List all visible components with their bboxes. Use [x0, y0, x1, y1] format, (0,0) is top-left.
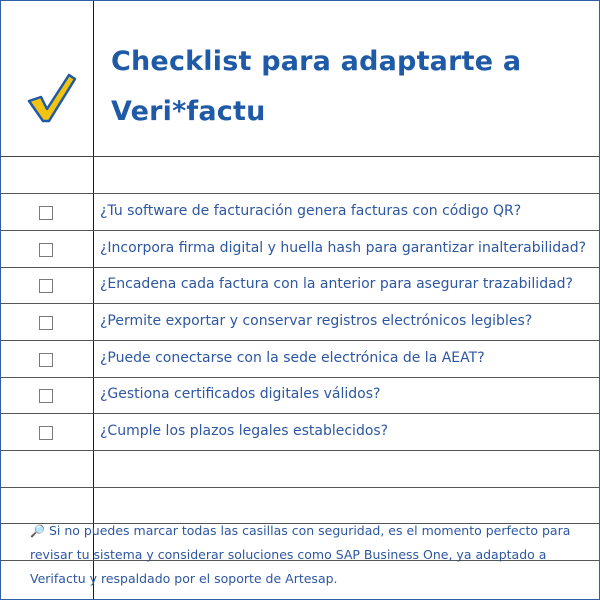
checkbox[interactable]: [39, 206, 53, 220]
checklist-item: [1, 413, 599, 451]
checklist-item-label: ¿Permite exportar y conservar registros electrónicos legibles?: [100, 313, 533, 329]
checklist-item-label: ¿Incorpora firma digital y huella hash para garantizar inalterabilidad?: [100, 240, 587, 256]
checkmark-icon: [25, 71, 77, 123]
footer-note: [30, 519, 580, 591]
checklist-item-label: ¿Puede conectarse con la sede electrónica de la AEAT?: [100, 350, 485, 366]
checklist-item-label: ¿Tu software de facturación genera facturas con código QR?: [100, 203, 522, 219]
footer-note-text: Si no puedes marcar todas las casillas con seguridad, es el momento perfecto para revisar tu sistema y considerar soluciones como SAP Business One, ya adaptado a Verifactu y respaldado por el soporte de Artesap.: [30, 523, 571, 586]
checklist-item: [1, 194, 599, 231]
magnifier-icon: 🔎: [30, 524, 45, 538]
page-title: Checklist para adaptarte a Veri*factu: [111, 46, 522, 127]
checklist-item: [1, 230, 599, 268]
checkbox[interactable]: [39, 243, 53, 257]
checklist-item-label: ¿Encadena cada factura con la anterior para asegurar trazabilidad?: [100, 276, 573, 292]
checklist-item: [1, 377, 599, 414]
checklist-item: [1, 267, 599, 304]
header-row: [1, 1, 599, 157]
checklist-item-label: ¿Gestiona certificados digitales válidos?: [100, 386, 381, 402]
checkbox[interactable]: [39, 389, 53, 403]
checklist-item: [1, 340, 599, 378]
checkbox[interactable]: [39, 353, 53, 367]
spacer-row: [1, 157, 599, 194]
checklist-item: [1, 303, 599, 341]
checklist-item-label: ¿Cumple los plazos legales establecidos?: [100, 423, 389, 439]
checkbox[interactable]: [39, 426, 53, 440]
checkbox[interactable]: [39, 316, 53, 330]
checkbox[interactable]: [39, 279, 53, 293]
row-divider: [1, 487, 599, 488]
